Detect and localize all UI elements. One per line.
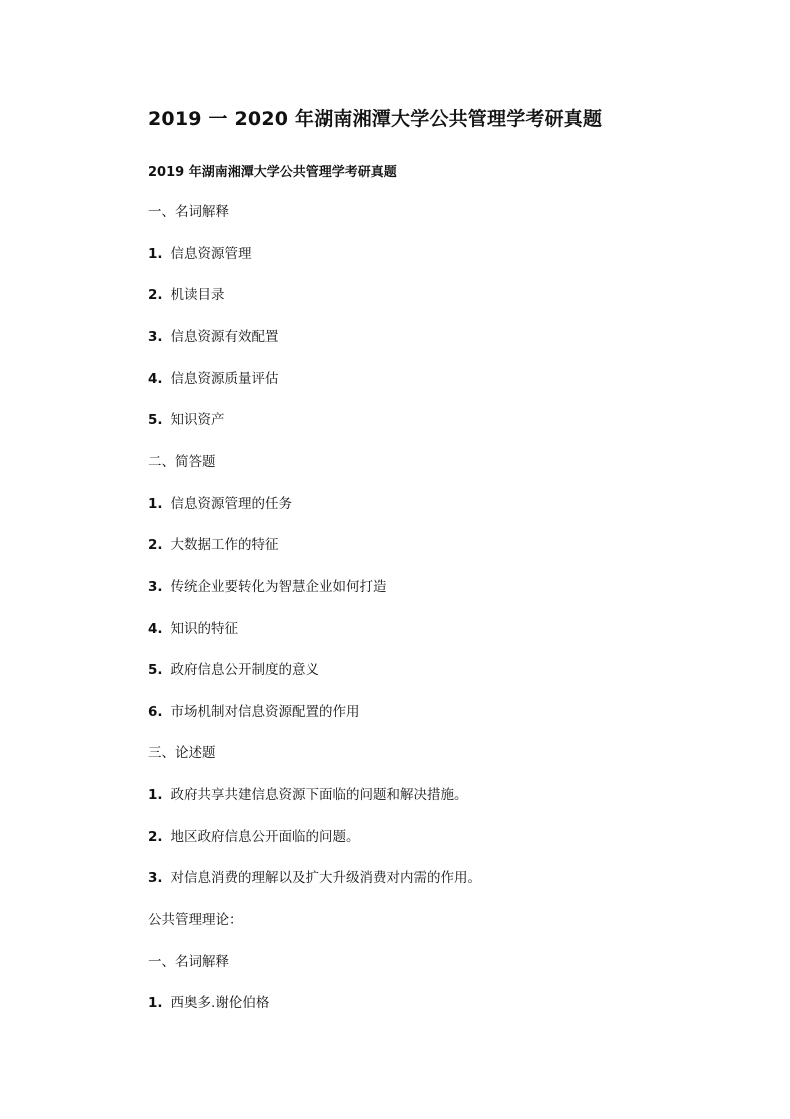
question-item	[148, 661, 319, 679]
item-text: 大数据工作的特征	[170, 537, 279, 554]
item-number: 1.	[148, 495, 163, 512]
item-text: 西奥多.谢伦伯格	[170, 995, 270, 1012]
question-item	[148, 328, 279, 346]
question-item	[148, 578, 387, 596]
question-item	[148, 411, 225, 429]
item-number: 2.	[148, 287, 163, 304]
item-text: 信息资源有效配置	[170, 328, 279, 345]
item-text: 一、名词解释	[148, 953, 229, 970]
question-item	[148, 245, 252, 263]
item-text: 政府共享共建信息资源下面临的问题和解决措施。	[170, 787, 468, 804]
question-item	[148, 786, 468, 804]
section-heading	[148, 911, 243, 929]
item-number: 1.	[148, 245, 163, 262]
item-number: 4.	[148, 620, 163, 637]
item-text: 信息资源管理	[170, 245, 252, 262]
item-number: 5.	[148, 662, 163, 679]
item-number: 3.	[148, 870, 163, 887]
item-number: 6.	[148, 703, 163, 720]
question-item	[148, 370, 279, 388]
question-item	[148, 828, 360, 846]
item-text: 二、简答题	[148, 453, 216, 470]
item-text: 信息资源质量评估	[170, 370, 279, 387]
item-text: 政府信息公开制度的意义	[170, 662, 320, 679]
section-heading	[148, 453, 216, 471]
item-text: 公共管理理论：	[148, 912, 243, 929]
item-number: 2.	[148, 537, 163, 554]
item-text: 信息资源管理的任务	[170, 495, 293, 512]
document-subtitle: 2019 年湖南湘潭大学公共管理学考研真题	[148, 165, 397, 180]
question-item	[148, 620, 238, 638]
item-text: 知识的特征	[170, 620, 239, 637]
item-text: 机读目录	[170, 287, 225, 304]
item-text: 传统企业要转化为智慧企业如何打造	[170, 578, 387, 595]
item-number: 3.	[148, 328, 163, 345]
item-number: 2.	[148, 828, 163, 845]
question-item	[148, 536, 279, 554]
item-text: 知识资产	[170, 412, 225, 429]
question-item	[148, 495, 292, 513]
item-number: 4.	[148, 370, 163, 387]
question-item	[148, 869, 481, 887]
item-text: 一、名词解释	[148, 204, 229, 220]
item-number: 1.	[148, 787, 163, 804]
document-title: 2019 一 2020 年湖南湘潭大学公共管理学考研真题	[148, 108, 603, 130]
question-item	[148, 994, 269, 1012]
section-heading	[148, 744, 216, 762]
question-item	[148, 703, 360, 721]
item-number: 5.	[148, 412, 163, 429]
item-text: 三、论述题	[148, 745, 216, 762]
question-item	[148, 286, 225, 304]
item-text: 对信息消费的理解以及扩大升级消费对内需的作用。	[170, 870, 482, 887]
item-text: 地区政府信息公开面临的问题。	[170, 828, 360, 845]
item-number: 1.	[148, 995, 163, 1012]
item-number: 3.	[148, 578, 163, 595]
item-text: 市场机制对信息资源配置的作用	[170, 703, 360, 720]
section-heading	[148, 953, 229, 971]
section-heading	[148, 203, 229, 221]
